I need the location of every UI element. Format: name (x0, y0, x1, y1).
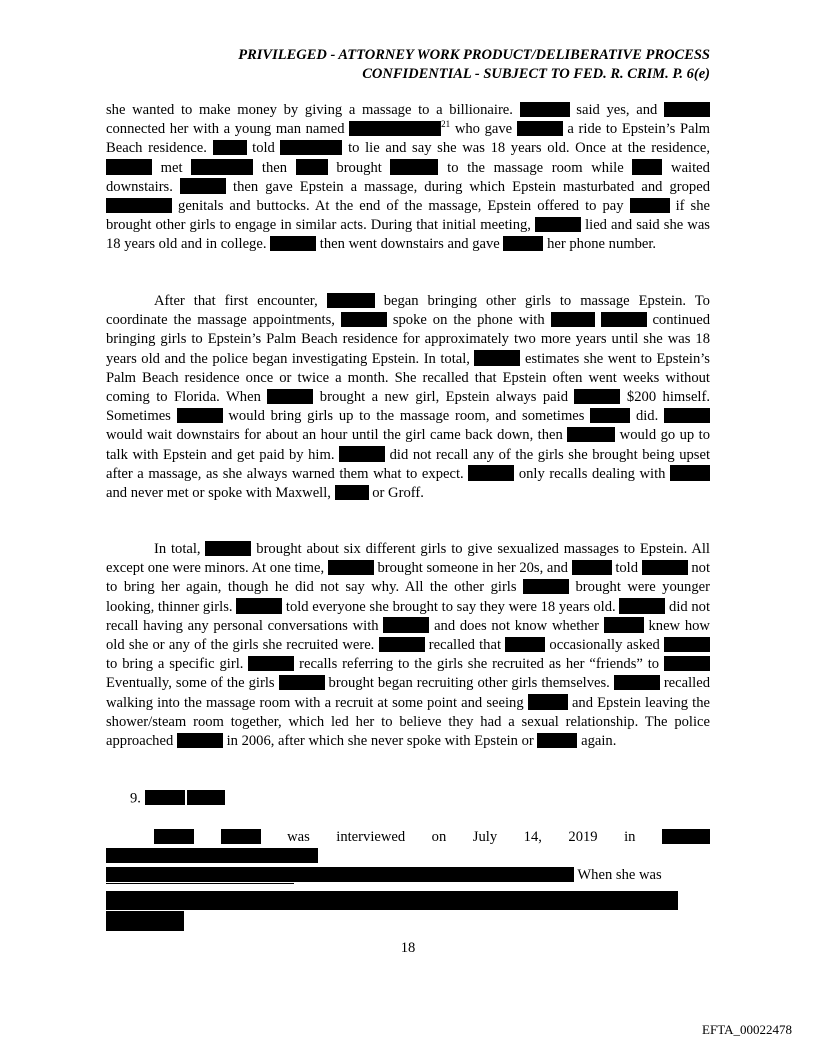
footnote-separator (106, 883, 294, 884)
redaction (187, 790, 225, 805)
redaction (177, 408, 223, 423)
page-number: 18 (400, 940, 416, 956)
redaction (670, 465, 710, 480)
redaction (642, 560, 688, 575)
redaction (614, 675, 660, 690)
privilege-header-line-1: PRIVILEGED - ATTORNEY WORK PRODUCT/DELIBERATIVE PROCESS (238, 47, 710, 63)
redaction (474, 350, 520, 365)
redaction (270, 236, 316, 251)
redaction (619, 598, 665, 613)
redaction (632, 159, 662, 174)
redaction (106, 911, 184, 931)
redaction (567, 427, 615, 442)
redaction (341, 312, 387, 327)
redaction (205, 541, 251, 556)
redaction (267, 389, 313, 404)
redaction (528, 694, 568, 709)
redaction (180, 178, 226, 193)
redaction (349, 121, 441, 136)
redaction (106, 891, 678, 910)
redaction (551, 312, 595, 327)
redaction (664, 102, 710, 117)
paragraph-4: was interviewed on July 14, 2019 in When she was (106, 828, 710, 886)
redaction (590, 408, 630, 423)
privilege-header (238, 46, 710, 84)
redaction (177, 733, 223, 748)
redaction (106, 867, 574, 882)
redaction (339, 446, 385, 461)
item-9-heading: 9. (130, 790, 225, 807)
redaction (390, 159, 438, 174)
redaction (503, 236, 543, 251)
redaction (191, 159, 253, 174)
paragraph-1: she wanted to make money by giving a massage to a billionaire. said yes, and connected her with a young man named $^{21}$ who gave a ride to Epstein’s Palm Beach residence. told to lie and say she was 18 years old. Once at the residence, met then brought to the massage room while waited downstairs. then gave Epstein a massage, during which Epstein masturbated and groped genitals and buttocks. At the end of the massage, Epstein offered to pay if she brought other girls to engage in similar acts. During that initial meeting, lied and said she was 18 years old and in college. then went downstairs and gave her phone number. (106, 102, 710, 253)
footnote-21-redacted (106, 891, 678, 931)
redaction (574, 389, 620, 404)
redaction (664, 408, 710, 423)
redaction (248, 656, 294, 671)
document-id: EFTA_00022478 (702, 1022, 792, 1037)
footnote-marker: 21 (441, 119, 451, 130)
redaction (630, 198, 670, 213)
redaction (664, 656, 710, 671)
redaction (280, 140, 342, 155)
redaction (236, 598, 282, 613)
privilege-header-line-2: CONFIDENTIAL - SUBJECT TO FED. R. CRIM. P. 6(e) (362, 66, 710, 82)
redaction (221, 829, 261, 844)
redaction (520, 102, 570, 117)
redaction (213, 140, 247, 155)
redaction (106, 159, 152, 174)
redaction (328, 560, 374, 575)
redaction (383, 617, 429, 632)
redaction (662, 829, 710, 844)
redaction (106, 198, 172, 213)
redaction (535, 217, 581, 232)
redaction (468, 465, 514, 480)
redaction (604, 617, 644, 632)
redaction (601, 312, 647, 327)
redaction (505, 637, 545, 652)
redaction (664, 637, 710, 652)
redaction (106, 848, 318, 863)
redaction (379, 637, 425, 652)
redaction (279, 675, 325, 690)
redaction (523, 579, 569, 594)
redaction (145, 790, 185, 805)
redaction (327, 293, 375, 308)
paragraph-2: After that first encounter, began bringing other girls to massage Epstein. To coordinate the massage appointments, spoke on the phone with continued bringing girls to Epstein’s Palm Beach residence for approximately two more years until she was 18 years old and the police began investigating Epstein. In total, estimates she went to Epstein’s Palm Beach residence once or twice a month. She recalled that Epstein often went weeks without coming to Florida. When brought a new girl, Epstein always paid $200 himself. Sometimes would bring girls up to the massage room, and sometimes did. would wait downstairs for about an hour until the girl came back down, then would go up to talk with Epstein and get paid by him. did not recall any of the girls she brought being upset after a massage, as she always warned them what to expect. only recalls dealing with and never met or spoke with Maxwell, or Groff. (106, 293, 710, 502)
redaction (517, 121, 563, 136)
redaction (296, 159, 328, 174)
redaction (572, 560, 612, 575)
paragraph-3: In total, brought about six different girls to give sexualized massages to Epstein. All except one were minors. At one time, brought someone in her 20s, and told not to bring her again, though he did not say why. All the other girls brought were younger looking, thinner girls. told everyone she brought to say they were 18 years old. did not recall having any personal conversations with and does not know whether knew how old she or any of the girls she recruited were. recalled that occasionally asked to bring a specific girl. recalls referring to the girls she recruited as her “friends” to Eventually, some of the girls brought began recruiting other girls themselves. recalled walking into the massage room with a recruit at some point and seeing and Epstein leaving the shower/steam room together, which led her to believe they had a sexual relationship. The police approached in 2006, after which she never spoke with Epstein or again. (106, 541, 711, 750)
redaction (537, 733, 577, 748)
redaction (335, 485, 369, 500)
redaction (154, 829, 194, 844)
